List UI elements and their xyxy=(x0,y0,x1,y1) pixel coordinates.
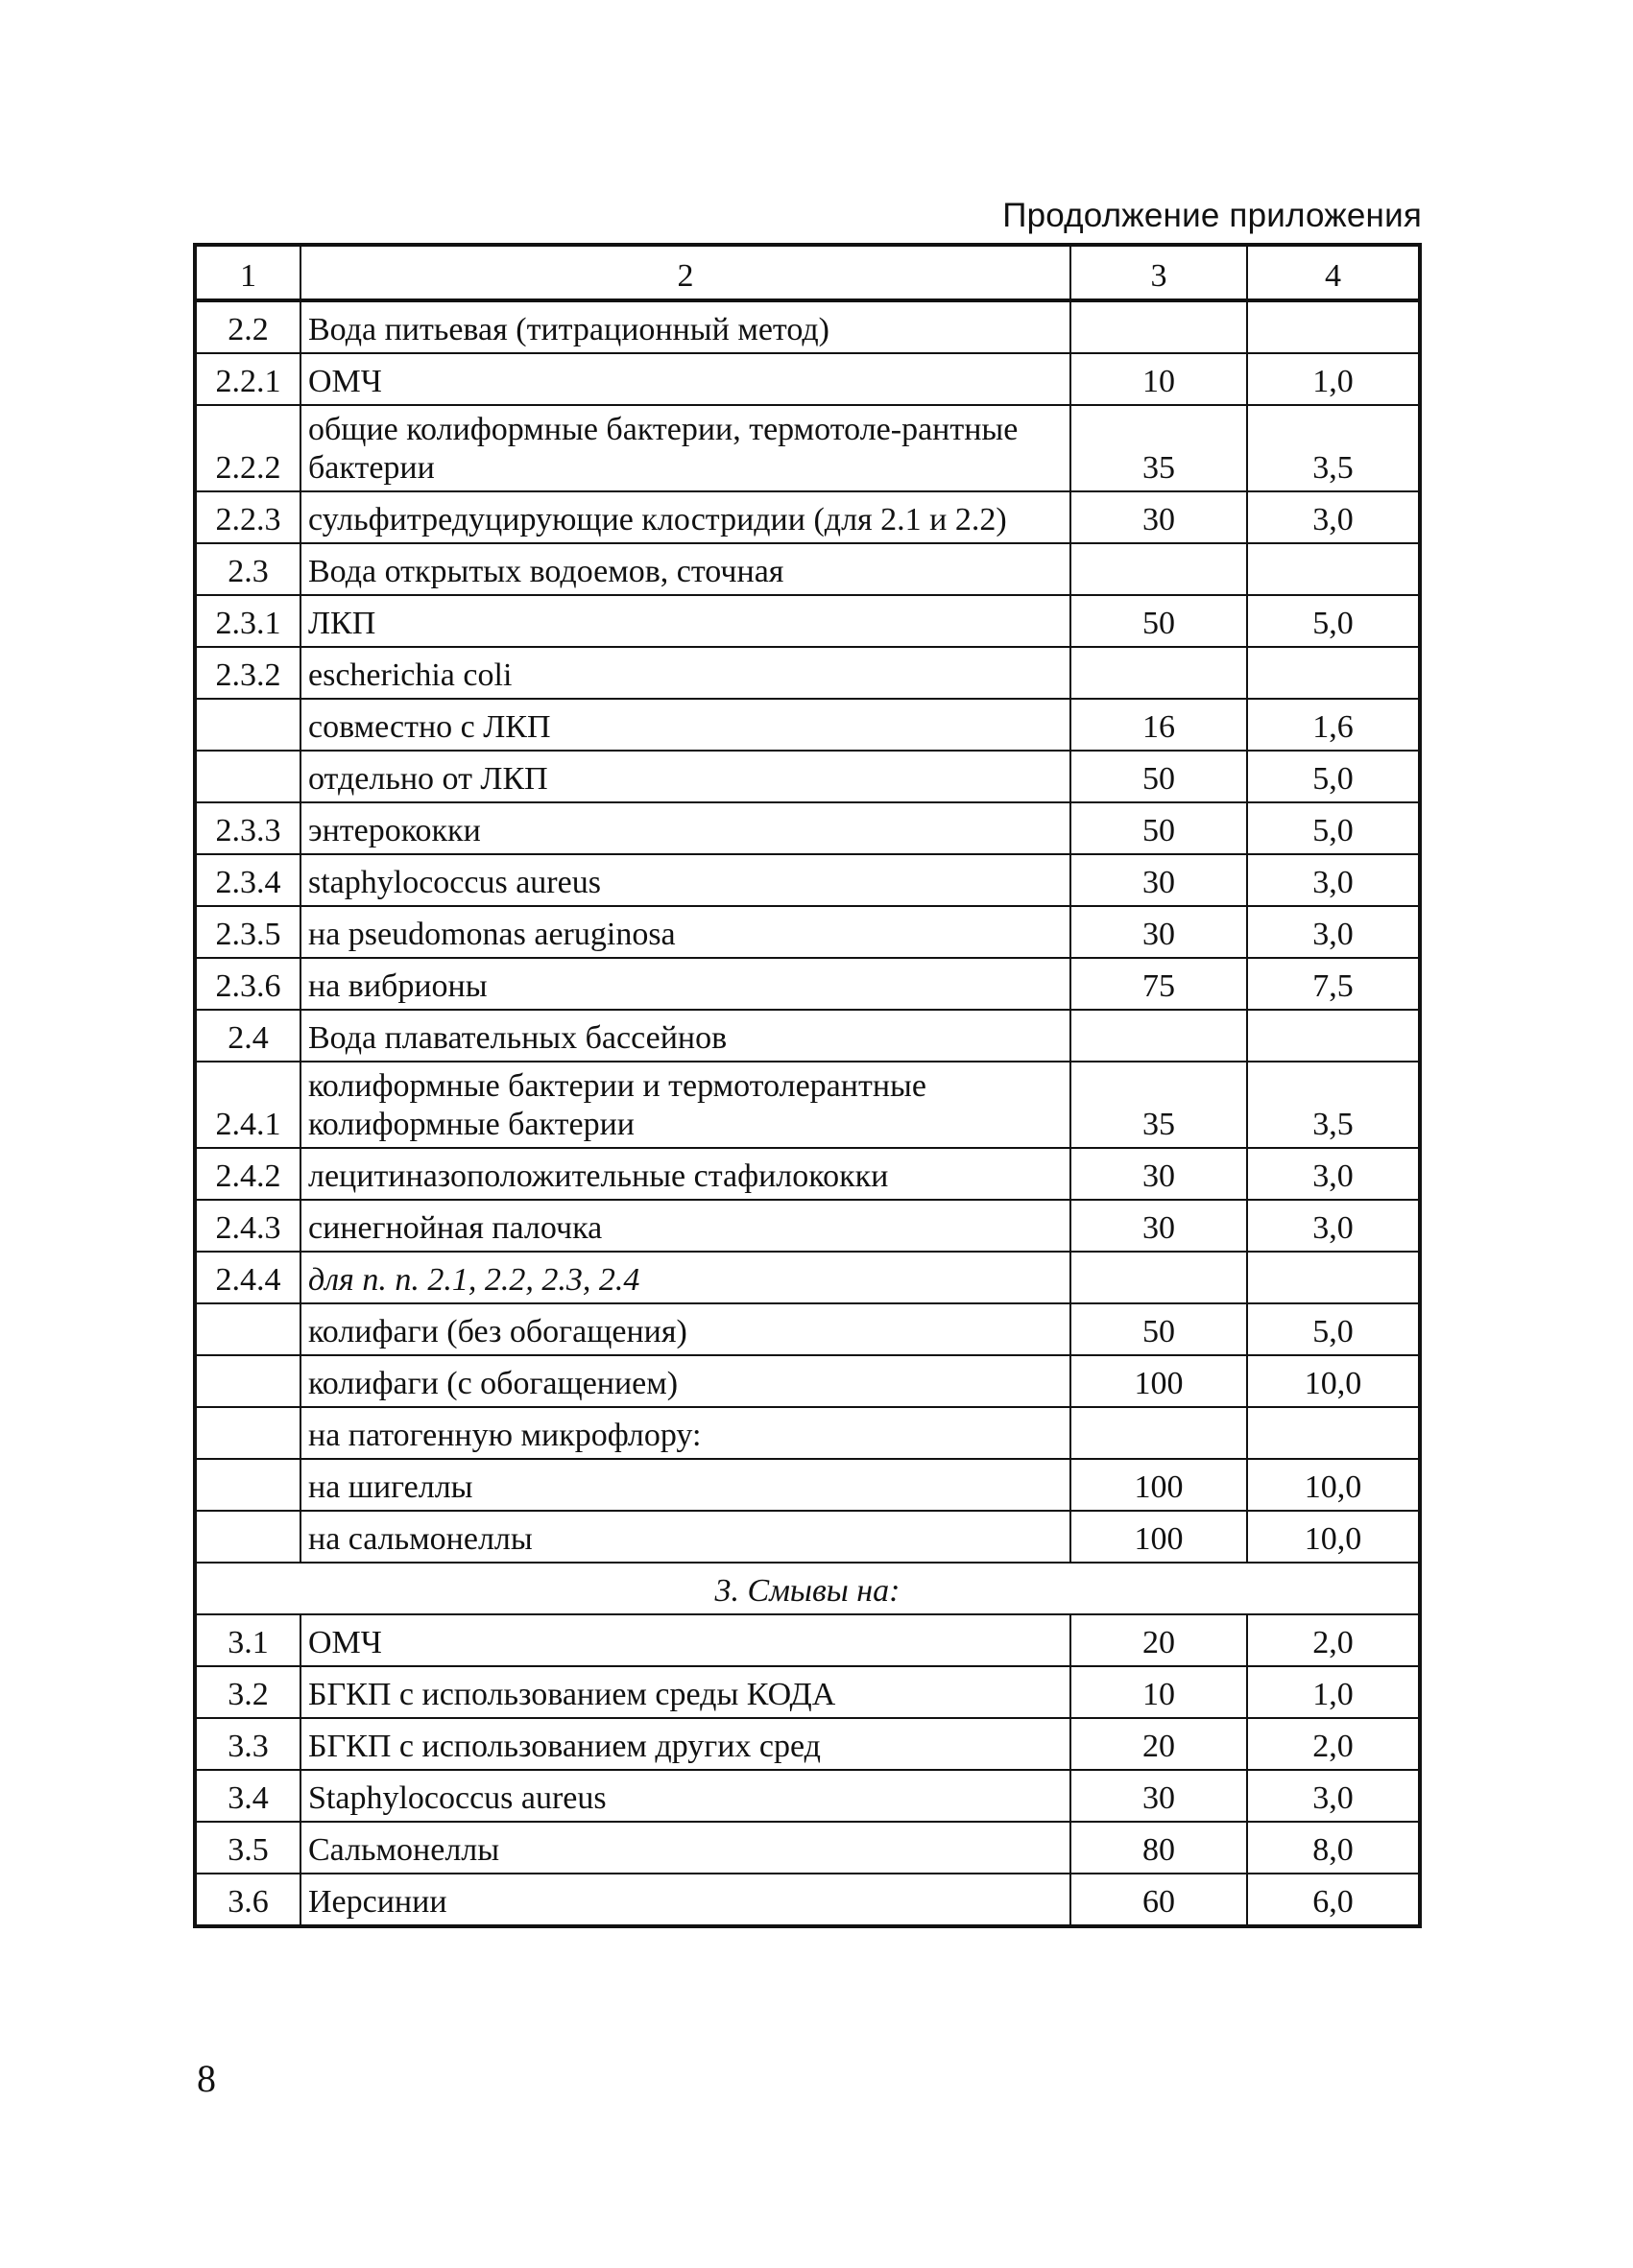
row-name-cell: Вода питьевая (титрационный метод) xyxy=(300,300,1070,353)
row-value-col4-cell: 7,5 xyxy=(1247,958,1420,1010)
row-number-cell xyxy=(195,699,300,751)
row-value-col3-cell: 100 xyxy=(1070,1511,1247,1563)
row-value-col4-cell: 3,0 xyxy=(1247,1200,1420,1252)
row-number-cell: 3.6 xyxy=(195,1874,300,1926)
row-value-col4-cell: 10,0 xyxy=(1247,1511,1420,1563)
row-value-col3-cell: 50 xyxy=(1070,751,1247,802)
row-value-col3-cell: 50 xyxy=(1070,595,1247,647)
table-row xyxy=(195,854,1420,906)
table-row xyxy=(195,1511,1420,1563)
row-value-col3-cell: 35 xyxy=(1070,405,1247,491)
row-name-cell: Иерсинии xyxy=(300,1874,1070,1926)
row-name-cell: escherichia coli xyxy=(300,647,1070,699)
row-name-cell: синегнойная палочка xyxy=(300,1200,1070,1252)
row-value-col3-cell xyxy=(1070,1010,1247,1062)
row-number-cell: 2.4.1 xyxy=(195,1062,300,1148)
row-value-col4-cell xyxy=(1247,1010,1420,1062)
row-name-cell: на вибрионы xyxy=(300,958,1070,1010)
table-row xyxy=(195,595,1420,647)
row-value-col4-cell: 2,0 xyxy=(1247,1718,1420,1770)
row-name-cell: для п. п. 2.1, 2.2, 2.3, 2.4 xyxy=(300,1252,1070,1303)
table-row xyxy=(195,1614,1420,1666)
row-value-col3-cell: 30 xyxy=(1070,1770,1247,1822)
row-value-col3-cell: 10 xyxy=(1070,1666,1247,1718)
row-name-cell: колифаги (без обогащения) xyxy=(300,1303,1070,1355)
row-name-cell: энтерококки xyxy=(300,802,1070,854)
row-number-cell xyxy=(195,751,300,802)
row-value-col3-cell: 30 xyxy=(1070,854,1247,906)
row-value-col3-cell xyxy=(1070,1407,1247,1459)
page-number: 8 xyxy=(197,2057,216,2100)
row-value-col3-cell: 30 xyxy=(1070,491,1247,543)
data-table xyxy=(193,243,1422,1928)
table-row xyxy=(195,1822,1420,1874)
row-value-col3-cell xyxy=(1070,543,1247,595)
row-number-cell xyxy=(195,1355,300,1407)
row-number-cell: 2.2.1 xyxy=(195,353,300,405)
row-number-cell: 3.4 xyxy=(195,1770,300,1822)
row-value-col4-cell: 3,5 xyxy=(1247,1062,1420,1148)
row-name-cell: колифаги (с обогащением) xyxy=(300,1355,1070,1407)
table-row xyxy=(195,1459,1420,1511)
row-value-col3-cell: 30 xyxy=(1070,906,1247,958)
row-number-cell xyxy=(195,1511,300,1563)
table-row xyxy=(195,353,1420,405)
row-value-col4-cell xyxy=(1247,1407,1420,1459)
row-name-cell: лецитиназоположительные стафилококки xyxy=(300,1148,1070,1200)
row-value-col3-cell: 100 xyxy=(1070,1459,1247,1511)
row-number-cell: 2.3 xyxy=(195,543,300,595)
table-row xyxy=(195,1010,1420,1062)
row-value-col4-cell: 10,0 xyxy=(1247,1459,1420,1511)
row-name-cell: на патогенную микрофлору: xyxy=(300,1407,1070,1459)
row-name-cell: совместно с ЛКП xyxy=(300,699,1070,751)
row-number-cell: 2.3.3 xyxy=(195,802,300,854)
table-row xyxy=(195,1666,1420,1718)
row-number-cell: 2.3.5 xyxy=(195,906,300,958)
row-number-cell: 2.2.3 xyxy=(195,491,300,543)
table-body xyxy=(195,245,1420,1926)
row-number-cell xyxy=(195,1459,300,1511)
row-value-col4-cell: 5,0 xyxy=(1247,1303,1420,1355)
header-cell-3: 3 xyxy=(1070,245,1247,300)
row-number-cell xyxy=(195,1407,300,1459)
row-name-cell: Staphylococcus aureus xyxy=(300,1770,1070,1822)
row-value-col3-cell xyxy=(1070,647,1247,699)
table-row xyxy=(195,699,1420,751)
row-name-cell: ОМЧ xyxy=(300,353,1070,405)
row-value-col3-cell xyxy=(1070,300,1247,353)
section-row xyxy=(195,1563,1420,1614)
row-value-col3-cell: 16 xyxy=(1070,699,1247,751)
row-value-col4-cell: 5,0 xyxy=(1247,751,1420,802)
table-row xyxy=(195,1770,1420,1822)
row-number-cell: 2.2 xyxy=(195,300,300,353)
row-number-cell xyxy=(195,1303,300,1355)
row-value-col4-cell xyxy=(1247,647,1420,699)
table-row xyxy=(195,405,1420,491)
table-row xyxy=(195,802,1420,854)
header-cell-1: 1 xyxy=(195,245,300,300)
table-row xyxy=(195,647,1420,699)
row-value-col3-cell: 80 xyxy=(1070,1822,1247,1874)
table-caption: Продолжение приложения xyxy=(1002,197,1422,234)
table-row xyxy=(195,1407,1420,1459)
row-value-col3-cell: 30 xyxy=(1070,1200,1247,1252)
row-number-cell: 2.3.2 xyxy=(195,647,300,699)
table-row xyxy=(195,300,1420,353)
table-row xyxy=(195,906,1420,958)
row-number-cell: 2.4 xyxy=(195,1010,300,1062)
row-name-cell: БГКП с использованием других сред xyxy=(300,1718,1070,1770)
row-name-cell: Вода плавательных бассейнов xyxy=(300,1010,1070,1062)
table-row xyxy=(195,1303,1420,1355)
row-value-col4-cell: 3,0 xyxy=(1247,906,1420,958)
row-name-cell: ОМЧ xyxy=(300,1614,1070,1666)
row-value-col3-cell: 10 xyxy=(1070,353,1247,405)
table-row xyxy=(195,1355,1420,1407)
row-number-cell: 2.4.2 xyxy=(195,1148,300,1200)
row-value-col3-cell: 75 xyxy=(1070,958,1247,1010)
row-value-col4-cell: 3,0 xyxy=(1247,1770,1420,1822)
row-name-cell: колиформные бактерии и термотолерантные колиформные бактерии xyxy=(300,1062,1070,1148)
row-name-cell: на шигеллы xyxy=(300,1459,1070,1511)
row-value-col4-cell: 3,5 xyxy=(1247,405,1420,491)
row-value-col3-cell: 30 xyxy=(1070,1148,1247,1200)
row-value-col3-cell: 50 xyxy=(1070,1303,1247,1355)
row-value-col3-cell: 60 xyxy=(1070,1874,1247,1926)
row-value-col4-cell: 3,0 xyxy=(1247,1148,1420,1200)
row-value-col4-cell: 1,6 xyxy=(1247,699,1420,751)
table-row xyxy=(195,1062,1420,1148)
row-value-col4-cell: 8,0 xyxy=(1247,1822,1420,1874)
row-value-col4-cell: 1,0 xyxy=(1247,1666,1420,1718)
row-name-cell: на сальмонеллы xyxy=(300,1511,1070,1563)
row-value-col3-cell: 20 xyxy=(1070,1718,1247,1770)
header-cell-2: 2 xyxy=(300,245,1070,300)
row-value-col3-cell: 50 xyxy=(1070,802,1247,854)
row-value-col4-cell xyxy=(1247,543,1420,595)
row-name-cell: на pseudomonas aeruginosa xyxy=(300,906,1070,958)
table-row xyxy=(195,751,1420,802)
row-value-col3-cell: 20 xyxy=(1070,1614,1247,1666)
row-value-col4-cell: 5,0 xyxy=(1247,595,1420,647)
row-value-col4-cell xyxy=(1247,300,1420,353)
row-number-cell: 2.2.2 xyxy=(195,405,300,491)
row-number-cell: 2.3.4 xyxy=(195,854,300,906)
row-value-col4-cell: 6,0 xyxy=(1247,1874,1420,1926)
row-name-cell: Вода открытых водоемов, сточная xyxy=(300,543,1070,595)
row-value-col4-cell: 2,0 xyxy=(1247,1614,1420,1666)
table-row xyxy=(195,1252,1420,1303)
row-name-cell: Сальмонеллы xyxy=(300,1822,1070,1874)
row-value-col3-cell: 100 xyxy=(1070,1355,1247,1407)
table-header-row xyxy=(195,245,1420,300)
row-value-col3-cell: 35 xyxy=(1070,1062,1247,1148)
table-row xyxy=(195,543,1420,595)
header-cell-4: 4 xyxy=(1247,245,1420,300)
row-number-cell: 3.2 xyxy=(195,1666,300,1718)
row-value-col4-cell: 5,0 xyxy=(1247,802,1420,854)
row-number-cell: 2.3.1 xyxy=(195,595,300,647)
row-name-cell: ЛКП xyxy=(300,595,1070,647)
row-value-col4-cell: 1,0 xyxy=(1247,353,1420,405)
row-number-cell: 3.3 xyxy=(195,1718,300,1770)
table-row xyxy=(195,958,1420,1010)
row-value-col3-cell xyxy=(1070,1252,1247,1303)
row-number-cell: 2.4.3 xyxy=(195,1200,300,1252)
section-title: 3. Смывы на: xyxy=(195,1563,1420,1614)
row-number-cell: 2.4.4 xyxy=(195,1252,300,1303)
row-value-col4-cell: 3,0 xyxy=(1247,491,1420,543)
row-name-cell: БГКП с использованием среды КОДА xyxy=(300,1666,1070,1718)
row-value-col4-cell: 3,0 xyxy=(1247,854,1420,906)
table-row xyxy=(195,491,1420,543)
row-number-cell: 3.1 xyxy=(195,1614,300,1666)
row-name-cell: общие колиформные бактерии, термотоле-рантные бактерии xyxy=(300,405,1070,491)
row-name-cell: отдельно от ЛКП xyxy=(300,751,1070,802)
row-number-cell: 3.5 xyxy=(195,1822,300,1874)
table-row xyxy=(195,1200,1420,1252)
row-name-cell: сульфитредуцирующие клостридии (для 2.1 и 2.2) xyxy=(300,491,1070,543)
row-number-cell: 2.3.6 xyxy=(195,958,300,1010)
table-row xyxy=(195,1874,1420,1926)
table-row xyxy=(195,1148,1420,1200)
row-value-col4-cell: 10,0 xyxy=(1247,1355,1420,1407)
row-name-cell: staphylococcus aureus xyxy=(300,854,1070,906)
row-value-col4-cell xyxy=(1247,1252,1420,1303)
table-row xyxy=(195,1718,1420,1770)
